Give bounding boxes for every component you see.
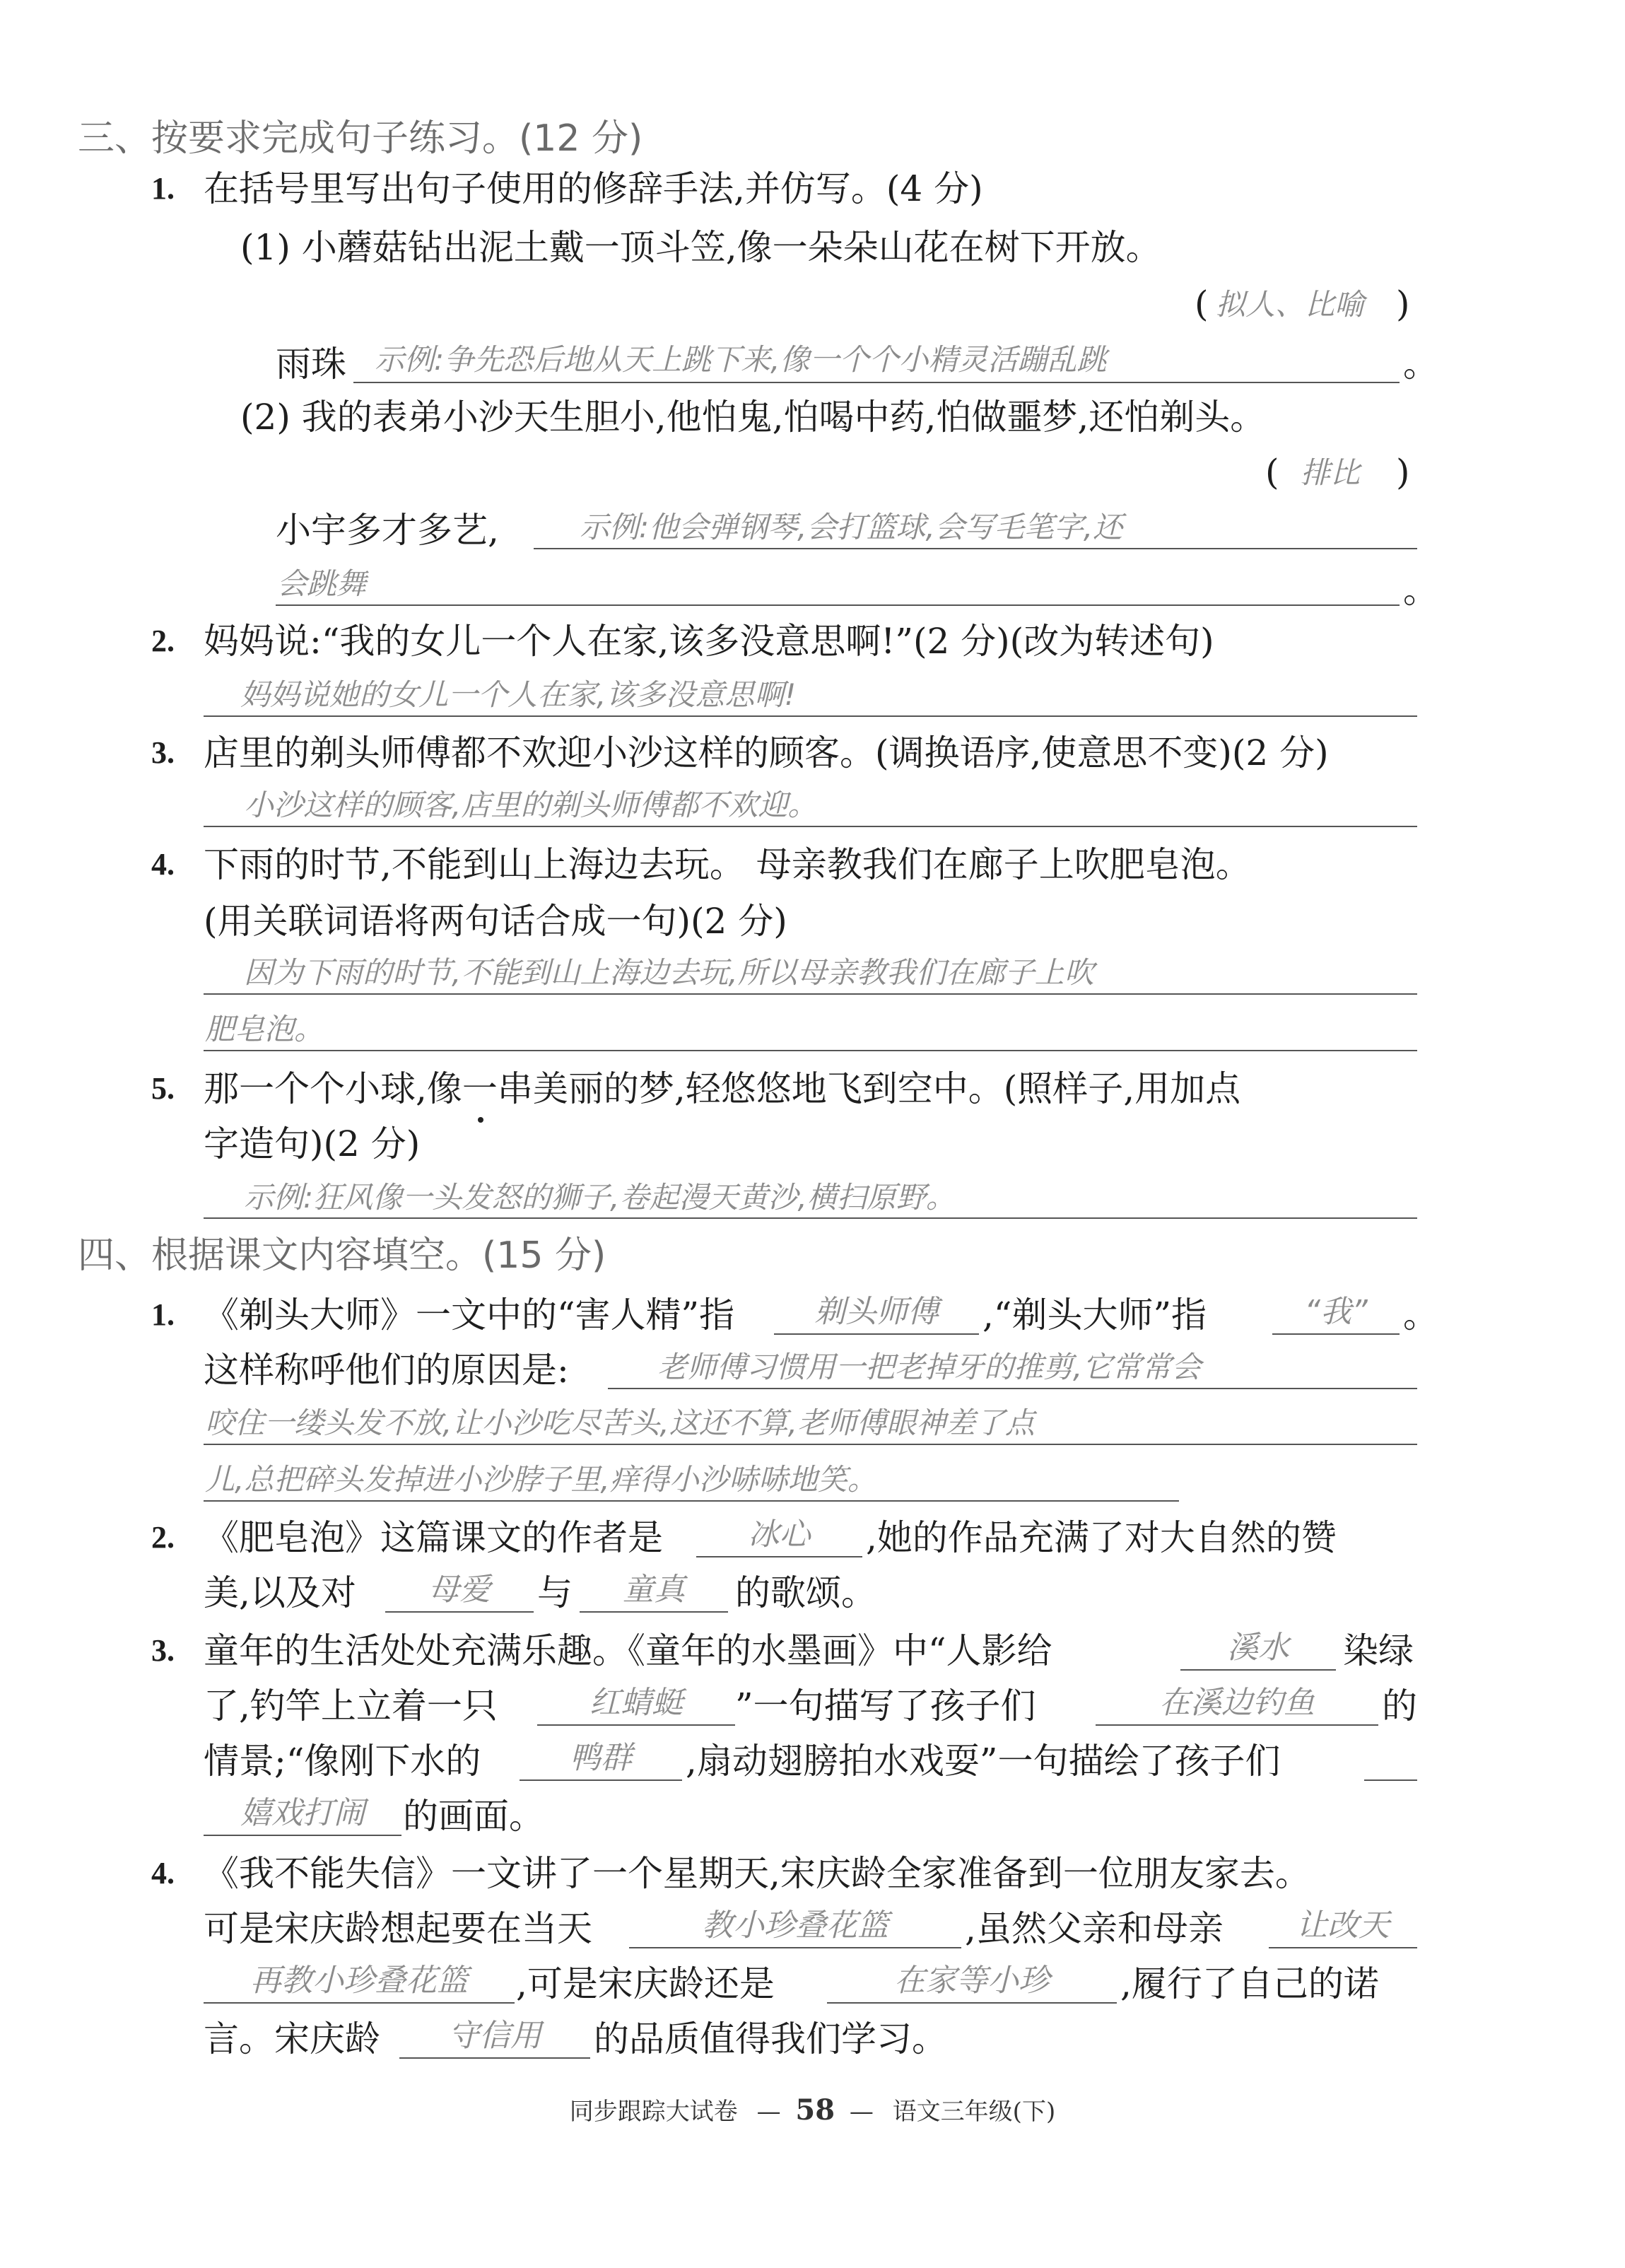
footer-dash-right: — <box>849 2098 874 2126</box>
s4-q4-text3: ,虽然父亲和母亲 <box>965 1908 1224 1949</box>
s4-q3-blank3 <box>1096 1724 1378 1726</box>
q1-sub1-end: 。 <box>1403 344 1438 385</box>
q3-answer: 小沙这样的顾客,店里的剃头师傅都不欢迎。 <box>244 788 818 822</box>
s4-q2-text3: 美,以及对 <box>204 1572 356 1613</box>
s4-q3-text8: 的画面。 <box>403 1796 544 1837</box>
s4-q2-text1: 《肥皂泡》这篇课文的作者是 <box>204 1517 663 1558</box>
q1-prompt: 在括号里写出句子使用的修辞手法,并仿写。(4 分) <box>204 168 983 209</box>
q1-sub2-paren-open: ( <box>1265 452 1279 493</box>
q4-prompt-line2: (用关联词语将两句话合成一句)(2 分) <box>204 901 787 942</box>
s4-q3-answer3: 在溪边钓鱼 <box>1159 1685 1315 1721</box>
q4-prompt-line1: 下雨的时节,不能到山上海边去玩。 母亲教我们在廊子上吹肥皂泡。 <box>204 844 1251 885</box>
s4-q3-text5: 的 <box>1382 1685 1417 1726</box>
s4-q2-blank2 <box>385 1611 534 1613</box>
q1-sub2-answer-line2: 会跳舞 <box>277 566 367 601</box>
q4-answer-line-1 <box>204 993 1417 995</box>
s4-q3-answer2: 红蜻蜓 <box>589 1685 683 1721</box>
s4-q3-text6: 情景;“像刚下水的 <box>204 1741 481 1782</box>
q1-sub1-paren-close: ) <box>1396 284 1410 325</box>
s4-q4-answer1: 教小珍叠花篮 <box>702 1907 888 1943</box>
q1-sub2-end: 。 <box>1403 570 1438 611</box>
q1-sub1-imitation-answer: 示例:争先恐后地从天上跳下来,像一个个小精灵活蹦乱跳 <box>375 342 1107 377</box>
footer-dash-left: — <box>756 2098 781 2126</box>
q5-prompt-line2: 字造句)(2 分) <box>204 1123 421 1164</box>
q5-prompt-line1: 那一个个小球,像一串美丽的梦,轻悠悠地飞到空中。(照样子,用加点 <box>204 1068 1241 1109</box>
section-3-title: 三、按要求完成句子练习。(12 分) <box>78 117 643 160</box>
s4-q3-blank2 <box>537 1724 735 1726</box>
q1-sub1-sentence: (1) 小蘑菇钻出泥土戴一顶斗笠,像一朵朵山花在树下开放。 <box>240 227 1161 268</box>
q5-answer: 示例:狂风像一头发怒的狮子,卷起漫天黄沙,横扫原野。 <box>244 1180 956 1215</box>
s4-q3-number: 3. <box>151 1633 175 1668</box>
page-footer <box>0 2093 1625 2129</box>
s4-q1-blank3-3 <box>204 1500 1179 1502</box>
s4-q2-blank3 <box>580 1611 728 1613</box>
s4-q3-blank1 <box>1180 1669 1336 1671</box>
s4-q4-blank2-1 <box>1269 1947 1417 1948</box>
s4-q1-blank1 <box>774 1333 979 1335</box>
page-number: 58 <box>795 2093 835 2127</box>
s4-q2-answer2: 母爱 <box>428 1572 491 1608</box>
s4-q3-text1: 童年的生活处处充满乐趣。《童年的水墨画》中“人影给 <box>204 1630 1052 1671</box>
q1-sub2-rhetoric-answer: 排比 <box>1301 455 1361 490</box>
s4-q2-answer3: 童真 <box>623 1572 685 1608</box>
q2-number: 2. <box>151 624 175 658</box>
s4-q1-number: 1. <box>151 1297 175 1332</box>
s4-q3-text7: ,扇动翅膀拍水戏耍”一句描绘了孩子们 <box>686 1741 1281 1782</box>
s4-q2-answer1: 冰心 <box>748 1516 811 1553</box>
s4-q3-text3: 了,钓竿上立着一只 <box>204 1685 498 1726</box>
s4-q3-answer1: 溪水 <box>1227 1630 1289 1666</box>
footer-book-title: 同步跟踪大试卷 <box>569 2098 738 2126</box>
s4-q1-answer3-line1: 老师傅习惯用一把老掉牙的推剪,它常常会 <box>657 1350 1202 1384</box>
s4-q1-text1: 《剃头大师》一文中的“害人精”指 <box>204 1294 735 1335</box>
q2-answer-line <box>204 715 1417 717</box>
q4-answer-line2: 肥皂泡。 <box>205 1012 324 1046</box>
s4-q2-text5: 的歌颂。 <box>735 1572 876 1613</box>
footer-subject-grade: 语文三年级(下) <box>892 2098 1056 2126</box>
q4-number: 4. <box>151 847 175 882</box>
q5-number: 5. <box>151 1071 175 1106</box>
section-4-title: 四、根据课文内容填空。(15 分) <box>78 1234 606 1277</box>
s4-q3-answer5: 嬉戏打闹 <box>240 1795 365 1831</box>
q1-sub2-answer-line-1 <box>534 548 1417 549</box>
s4-q1-answer1: 剃头师傅 <box>814 1294 939 1330</box>
q1-sub2-answer-line1: 示例:他会弹钢琴,会打篮球,会写毛笔字,还 <box>580 510 1123 544</box>
emphasis-dot <box>478 1117 483 1123</box>
q1-sub2-paren-close: ) <box>1396 452 1410 493</box>
s4-q4-text2: 可是宋庆龄想起要在当天 <box>204 1908 592 1949</box>
s4-q4-answer4: 守信用 <box>448 2018 541 2054</box>
q1-sub1-lead: 雨珠 <box>276 344 346 385</box>
s4-q3-blank5-start <box>1364 1779 1417 1781</box>
s4-q4-number: 4. <box>151 1856 175 1890</box>
s4-q1-answer3-line3: 儿,总把碎头发掉进小沙脖子里,痒得小沙哧哧地笑。 <box>205 1462 877 1497</box>
s4-q4-answer2-line2: 再教小珍叠花篮 <box>250 1963 468 1999</box>
q5-answer-line <box>204 1217 1417 1219</box>
q2-answer: 妈妈说她的女儿一个人在家,该多没意思啊! <box>240 677 797 712</box>
q3-answer-line <box>204 826 1417 827</box>
q1-sub2-answer-line-2 <box>276 604 1400 606</box>
s4-q3-answer4: 鸭群 <box>570 1740 632 1776</box>
q1-sub2-sentence: (2) 我的表弟小沙天生胆小,他怕鬼,怕喝中药,怕做噩梦,还怕剃头。 <box>240 397 1266 438</box>
s4-q4-answer3: 在家等小珍 <box>894 1963 1050 1999</box>
s4-q1-blank2 <box>1272 1333 1400 1335</box>
s4-q3-blank4 <box>520 1779 682 1781</box>
s4-q4-blank4 <box>399 2057 590 2059</box>
s4-q1-blank3-2 <box>204 1444 1417 1445</box>
q3-number: 3. <box>151 735 175 770</box>
q1-sub1-answer-line <box>353 382 1400 383</box>
s4-q4-blank2-2 <box>204 2002 515 2004</box>
s4-q2-text4: 与 <box>537 1572 573 1613</box>
s4-q1-text3: 。 <box>1403 1294 1438 1335</box>
s4-q1-text2: ,“剃头大师”指 <box>982 1294 1207 1335</box>
q4-answer-line-2 <box>204 1050 1417 1051</box>
q1-number: 1. <box>151 171 175 206</box>
s4-q4-answer2-line1: 让改天 <box>1296 1907 1390 1943</box>
s4-q1-answer2: “我” <box>1304 1294 1368 1330</box>
s4-q2-text2: ,她的作品充满了对大自然的赞 <box>866 1517 1337 1558</box>
s4-q2-number: 2. <box>151 1520 175 1555</box>
q1-sub2-lead: 小宇多才多艺, <box>276 510 499 551</box>
s4-q1-answer3-line2: 咬住一缕头发不放,让小沙吃尽苦头,这还不算,老师傅眼神差了点 <box>205 1405 1036 1440</box>
s4-q2-blank1 <box>696 1556 862 1557</box>
q2-prompt: 妈妈说:“我的女儿一个人在家,该多没意思啊!”(2 分)(改为转述句) <box>204 621 1214 662</box>
s4-q3-blank5 <box>204 1835 401 1836</box>
s4-q4-text5: ,履行了自己的诺 <box>1120 1963 1379 2004</box>
s4-q4-text7: 的品质值得我们学习。 <box>594 2018 947 2059</box>
q3-prompt: 店里的剃头师傅都不欢迎小沙这样的顾客。(调换语序,使意思不变)(2 分) <box>204 732 1329 773</box>
s4-q3-text2: 染绿 <box>1343 1630 1414 1671</box>
s4-q4-text1: 《我不能失信》一文讲了一个星期天,宋庆龄全家准备到一位朋友家去。 <box>204 1853 1310 1894</box>
s4-q4-blank1 <box>629 1947 961 1948</box>
s4-q3-text4: ”一句描写了孩子们 <box>735 1685 1036 1726</box>
s4-q4-blank3 <box>827 2002 1117 2004</box>
q1-sub1-rhetoric-answer: 拟人、比喻 <box>1216 287 1365 322</box>
s4-q4-text4: ,可是宋庆龄还是 <box>516 1963 775 2004</box>
q4-answer-line1: 因为下雨的时节,不能到山上海边去玩,所以母亲教我们在廊子上吹 <box>244 955 1094 990</box>
s4-q1-blank3-1 <box>608 1388 1417 1389</box>
q1-sub1-paren-open: ( <box>1195 284 1209 325</box>
s4-q4-text6: 言。宋庆龄 <box>204 2018 380 2059</box>
s4-q1-text4: 这样称呼他们的原因是: <box>204 1350 569 1391</box>
